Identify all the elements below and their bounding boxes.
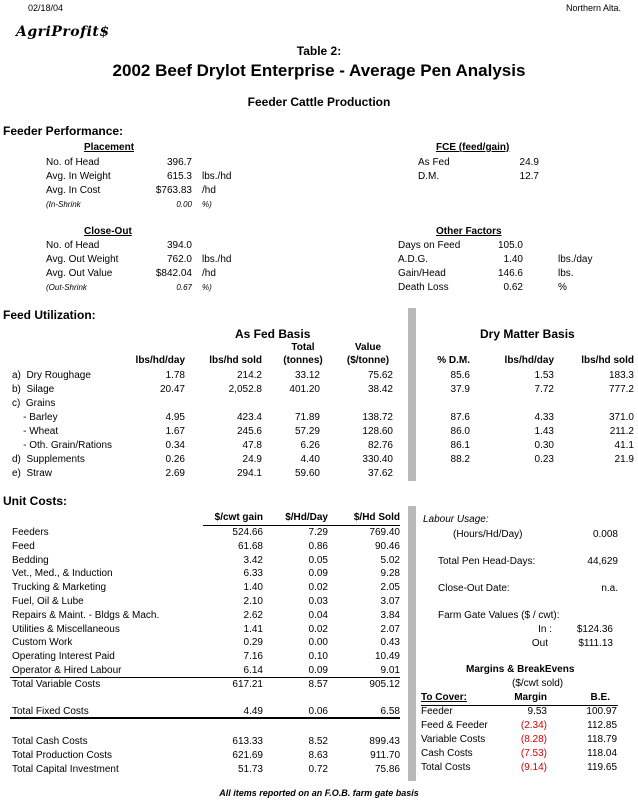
cost-row-label: Bedding xyxy=(12,554,49,566)
placement-row-value: $763.83 xyxy=(155,185,192,196)
unit-costs-heading: Unit Costs: xyxy=(3,494,67,508)
col-value-unit: ($/tonne) xyxy=(346,355,390,366)
to-cover-heading: To Cover: xyxy=(421,692,467,703)
closeout-heading: Close-Out xyxy=(84,226,132,237)
feed-row-f: 1.43 xyxy=(534,426,554,437)
feed-row-label: - Oth. Grain/Rations xyxy=(12,440,113,451)
fce-heading: FCE (feed/gain) xyxy=(436,142,510,153)
margin-row-label: Total Costs xyxy=(421,762,471,773)
cost-row-a: 1.41 xyxy=(243,623,263,635)
total-fixed-label: Total Fixed Costs xyxy=(12,706,89,717)
closeout-row-value: $842.04 xyxy=(155,268,192,279)
feed-row-c: 71.89 xyxy=(294,412,320,423)
cost-row-c: 2.05 xyxy=(380,582,400,594)
feed-row-label: b) Silage xyxy=(12,384,55,395)
cost-row-b: 0.02 xyxy=(308,623,328,635)
feed-row-e: 37.9 xyxy=(450,384,470,395)
in-value: $124.36 xyxy=(576,624,613,635)
labour-usage-label: Labour Usage: xyxy=(423,514,489,525)
col-hd-sold: $/Hd Sold xyxy=(353,512,400,523)
feed-row-f: 7.72 xyxy=(534,384,554,395)
feed-row-e: 87.6 xyxy=(450,412,470,423)
be-col-heading: B.E. xyxy=(590,692,610,703)
feed-row-a: 1.78 xyxy=(165,370,185,381)
margin-row-margin: (2.34) xyxy=(520,720,547,731)
cost-row-c: 9.01 xyxy=(380,665,400,676)
unit-costs-divider xyxy=(408,506,416,781)
margin-col-heading: Margin xyxy=(514,692,547,703)
margin-row-be: 112.85 xyxy=(587,720,617,731)
feed-row-g: 183.3 xyxy=(608,370,634,381)
margin-row-be: 118.04 xyxy=(587,748,617,759)
page-title: 2002 Beef Drylot Enterprise - Average Pen Analysis xyxy=(112,61,526,80)
other-factors-heading: Other Factors xyxy=(436,226,502,237)
placement-row-unit: lbs./hd xyxy=(202,171,232,182)
feed-row-label: - Wheat xyxy=(12,426,59,437)
feed-row-a: 0.26 xyxy=(165,454,185,465)
feed-row-b: 24.9 xyxy=(242,454,262,465)
cost-row-b: 0.02 xyxy=(308,582,328,594)
margin-row-margin: (7.53) xyxy=(520,748,547,759)
other-row-value: 1.40 xyxy=(503,254,523,265)
cost-row-a: 2.10 xyxy=(243,596,263,607)
fce-row-label: As Fed xyxy=(418,157,450,168)
placement-row-label: Avg. In Weight xyxy=(46,171,111,182)
pen-days-value: 44,629 xyxy=(587,556,618,567)
cost-row-b: 0.09 xyxy=(308,568,328,580)
cost-row-c: 10.49 xyxy=(374,651,400,663)
feed-row-b: 2,052.8 xyxy=(228,384,262,395)
placement-row-value: 615.3 xyxy=(166,171,192,182)
feed-row-d: 38.42 xyxy=(367,384,393,395)
cost-row-label: Feeders xyxy=(12,527,49,538)
cost-row-c: 3.07 xyxy=(380,596,400,607)
feed-row-g: 777.2 xyxy=(608,384,634,395)
out-label: Out xyxy=(531,638,548,649)
placement-heading: Placement xyxy=(84,142,135,153)
cost-row-label: Vet., Med., & Induction xyxy=(12,568,113,580)
feeder-performance-heading: Feeder Performance: xyxy=(3,124,124,138)
total-row-b: 8.52 xyxy=(308,736,328,747)
closeout-row-value: 394.0 xyxy=(166,240,192,251)
col-hd-day: $/Hd/Day xyxy=(285,512,328,523)
feed-row-b: 214.2 xyxy=(236,370,262,381)
in-label: In : xyxy=(538,624,552,635)
feed-row-b: 423.4 xyxy=(236,412,262,423)
placement-row-label: No. of Head xyxy=(46,157,100,168)
total-row-b: 8.63 xyxy=(308,749,328,761)
feed-utilization-heading: Feed Utilization: xyxy=(3,308,96,322)
feed-row-d: 37.62 xyxy=(367,468,393,479)
cost-row-b: 0.03 xyxy=(308,596,328,607)
closeout-row-unit: %) xyxy=(202,283,212,292)
margin-row-be: 100.97 xyxy=(586,706,617,717)
cost-row-c: 2.07 xyxy=(380,623,400,635)
cost-row-c: 3.84 xyxy=(380,609,400,621)
feed-row-d: 138.72 xyxy=(362,412,393,423)
feed-row-a: 4.95 xyxy=(165,412,185,423)
feed-row-label: a) Dry Roughage xyxy=(12,370,91,381)
total-fixed-c: 6.58 xyxy=(380,706,400,717)
placement-row-value: 396.7 xyxy=(166,157,192,168)
feed-row-a: 2.69 xyxy=(165,468,185,479)
total-row-label: Total Cash Costs xyxy=(12,736,88,747)
cost-row-b: 0.10 xyxy=(308,651,328,663)
placement-row-label: (In-Shrink xyxy=(46,200,81,209)
hours-label: (Hours/Hd/Day) xyxy=(453,529,523,540)
cost-row-label: Trucking & Marketing xyxy=(12,582,107,594)
other-row-label: A.D.G. xyxy=(398,254,429,265)
cost-row-a: 524.66 xyxy=(232,527,263,538)
total-fixed-b: 0.06 xyxy=(308,706,328,717)
margin-row-margin: (8.28) xyxy=(520,734,547,745)
cost-row-c: 0.43 xyxy=(380,637,400,649)
margin-row-label: Cash Costs xyxy=(421,748,473,759)
closeout-date-value: n.a. xyxy=(601,583,618,594)
feed-row-b: 294.1 xyxy=(236,468,262,479)
fixed-rule xyxy=(10,717,400,719)
total-row-c: 75.86 xyxy=(374,763,400,775)
cost-row-label: Fuel, Oil & Lube xyxy=(12,596,84,607)
closeout-date-label: Close-Out Date: xyxy=(438,583,510,594)
farm-gate-label: Farm Gate Values ($ / cwt): xyxy=(438,610,560,621)
col-value-heading: Value xyxy=(354,342,382,353)
cost-row-label: Custom Work xyxy=(12,637,73,649)
total-fixed-a: 4.49 xyxy=(243,706,263,717)
cost-row-a: 7.16 xyxy=(243,651,263,663)
margin-row-margin: 9.53 xyxy=(527,706,547,717)
feed-row-a: 0.34 xyxy=(165,440,185,451)
feed-row-c: 6.26 xyxy=(300,440,320,451)
feed-row-e: 85.6 xyxy=(450,370,470,381)
feed-row-d: 330.40 xyxy=(362,454,393,465)
cost-row-a: 6.14 xyxy=(243,665,263,676)
cost-row-b: 0.09 xyxy=(308,665,328,676)
feed-row-e: 86.0 xyxy=(450,426,470,437)
cost-row-c: 9.28 xyxy=(380,568,400,580)
feed-row-label: e) Straw xyxy=(12,468,53,479)
cost-row-b: 0.04 xyxy=(308,609,328,621)
col-lbs-sold: lbs/hd sold xyxy=(209,355,262,366)
other-row-label: Gain/Head xyxy=(398,268,446,279)
margin-row-label: Feeder xyxy=(421,706,453,717)
col-dm-pct: % D.M. xyxy=(437,355,470,366)
closeout-row-unit: /hd xyxy=(202,268,216,279)
header-rule xyxy=(203,525,400,526)
margins-heading: Margins & BreakEvens xyxy=(466,664,575,675)
cost-row-label: Repairs & Maint. - Bldgs & Mach. xyxy=(12,609,160,621)
feed-row-e: 86.1 xyxy=(450,440,470,451)
page-subtitle: Feeder Cattle Production xyxy=(247,95,391,109)
col-dm-day: lbs/hd/day xyxy=(504,355,554,366)
cost-row-a: 3.42 xyxy=(243,554,263,566)
placement-row-value: 0.00 xyxy=(176,200,192,209)
cost-row-a: 61.68 xyxy=(237,540,263,552)
feed-row-d: 75.62 xyxy=(367,370,393,381)
cost-row-a: 6.33 xyxy=(243,568,263,580)
col-lbs-day: lbs/hd/day xyxy=(135,355,185,366)
cost-row-b: 0.00 xyxy=(308,637,328,649)
total-row-label: Total Production Costs xyxy=(12,749,113,761)
total-row-a: 51.73 xyxy=(237,763,263,775)
footer-note: All items reported on an F.O.B. farm gate basis xyxy=(219,788,419,798)
other-row-unit: % xyxy=(558,282,567,293)
total-row-c: 899.43 xyxy=(369,736,400,747)
closeout-row-value: 762.0 xyxy=(166,254,192,265)
other-row-value: 146.6 xyxy=(497,268,523,279)
feed-row-g: 211.2 xyxy=(609,426,634,437)
cost-row-label: Operating Interest Paid xyxy=(12,651,115,663)
total-variable-b: 8.57 xyxy=(308,679,328,690)
as-fed-heading: As Fed Basis xyxy=(235,327,311,341)
cost-row-b: 0.86 xyxy=(308,540,328,552)
feed-row-label: c) Grains xyxy=(12,398,56,409)
feed-row-g: 371.0 xyxy=(608,412,634,423)
feed-row-d: 82.76 xyxy=(367,440,393,451)
total-row-b: 0.72 xyxy=(308,763,328,775)
other-row-label: Death Loss xyxy=(398,282,449,293)
table-number: Table 2: xyxy=(296,44,342,58)
cost-row-c: 90.46 xyxy=(374,540,400,552)
cost-row-label: Utilities & Miscellaneous xyxy=(12,623,120,635)
total-variable-label: Total Variable Costs xyxy=(12,679,101,690)
cost-row-label: Feed xyxy=(12,540,35,552)
col-dm-sold: lbs/hd sold xyxy=(581,355,634,366)
agriprofit-logo: AgriProfit$ xyxy=(16,24,110,40)
margin-row-be: 118.79 xyxy=(587,734,617,745)
placement-row-label: Avg. In Cost xyxy=(46,185,101,196)
margin-row-margin: (9.14) xyxy=(520,762,547,773)
feed-row-e: 88.2 xyxy=(450,454,470,465)
cost-row-a: 0.29 xyxy=(243,637,263,649)
cost-row-b: 7.29 xyxy=(308,527,328,538)
pen-days-label: Total Pen Head-Days: xyxy=(438,556,536,567)
variable-rule xyxy=(10,677,400,678)
total-variable-a: 617.21 xyxy=(232,679,263,690)
feed-row-c: 4.40 xyxy=(300,454,320,465)
feed-row-g: 41.1 xyxy=(614,440,634,451)
margin-row-label: Feed & Feeder xyxy=(421,720,488,731)
other-row-value: 105.0 xyxy=(497,240,523,251)
cost-row-c: 769.40 xyxy=(369,527,400,538)
placement-row-unit: /hd xyxy=(202,185,216,196)
margins-subheading: ($/cwt sold) xyxy=(512,678,564,689)
col-cwt-gain: $/cwt gain xyxy=(214,512,263,523)
total-row-label: Total Capital Investment xyxy=(12,763,119,775)
out-value: $111.13 xyxy=(578,638,613,649)
feed-row-a: 20.47 xyxy=(159,384,185,395)
feed-row-c: 59.60 xyxy=(294,468,320,479)
feed-row-b: 47.8 xyxy=(242,440,262,451)
closeout-row-label: Avg. Out Weight xyxy=(46,254,119,265)
cost-row-label: Operator & Hired Labour xyxy=(12,665,122,676)
report-date: 02/18/04 xyxy=(28,3,64,13)
closeout-row-value: 0.67 xyxy=(176,283,192,292)
other-row-label: Days on Feed xyxy=(398,240,461,251)
feed-row-d: 128.60 xyxy=(362,426,393,437)
feed-row-label: - Barley xyxy=(12,412,58,423)
other-row-value: 0.62 xyxy=(503,282,523,293)
feed-row-f: 0.30 xyxy=(534,440,554,451)
region-label: Northern Alta. xyxy=(566,3,622,13)
feed-row-label: d) Supplements xyxy=(12,454,85,465)
feed-row-c: 57.29 xyxy=(294,426,320,437)
col-total-unit: (tonnes) xyxy=(283,355,323,366)
feed-row-c: 33.12 xyxy=(294,370,320,381)
fce-row-label: D.M. xyxy=(418,171,440,182)
cost-row-a: 1.40 xyxy=(243,582,263,594)
margin-row-label: Variable Costs xyxy=(421,734,486,745)
feed-row-a: 1.67 xyxy=(165,426,185,437)
hours-value: 0.008 xyxy=(592,529,618,540)
cost-row-a: 2.62 xyxy=(243,609,263,621)
total-row-a: 621.69 xyxy=(232,749,263,761)
total-variable-c: 905.12 xyxy=(369,679,400,690)
fce-row-value: 12.7 xyxy=(519,171,539,182)
closeout-row-unit: lbs./hd xyxy=(202,254,232,265)
closeout-row-label: No. of Head xyxy=(46,240,100,251)
feed-row-b: 245.6 xyxy=(236,426,262,437)
total-row-a: 613.33 xyxy=(232,736,263,747)
feed-row-f: 4.33 xyxy=(534,412,554,423)
closeout-row-label: Avg. Out Value xyxy=(46,268,113,279)
feed-row-c: 401.20 xyxy=(289,384,320,395)
closeout-row-label: (Out-Shrink xyxy=(46,283,87,292)
other-row-unit: lbs. xyxy=(558,268,574,279)
feed-row-g: 21.9 xyxy=(614,454,634,465)
total-row-c: 911.70 xyxy=(370,749,400,761)
col-total-heading: Total xyxy=(291,342,315,353)
feed-row-f: 1.53 xyxy=(534,370,554,381)
cost-row-b: 0.05 xyxy=(308,554,328,566)
placement-row-unit: %) xyxy=(202,200,212,209)
fce-row-value: 24.9 xyxy=(519,157,539,168)
feed-row-f: 0.23 xyxy=(534,454,554,465)
margin-row-be: 119.65 xyxy=(587,762,617,773)
other-row-unit: lbs./day xyxy=(558,254,593,265)
cost-row-c: 5.02 xyxy=(380,554,400,566)
section-divider xyxy=(408,308,416,481)
dry-matter-heading: Dry Matter Basis xyxy=(480,327,575,341)
